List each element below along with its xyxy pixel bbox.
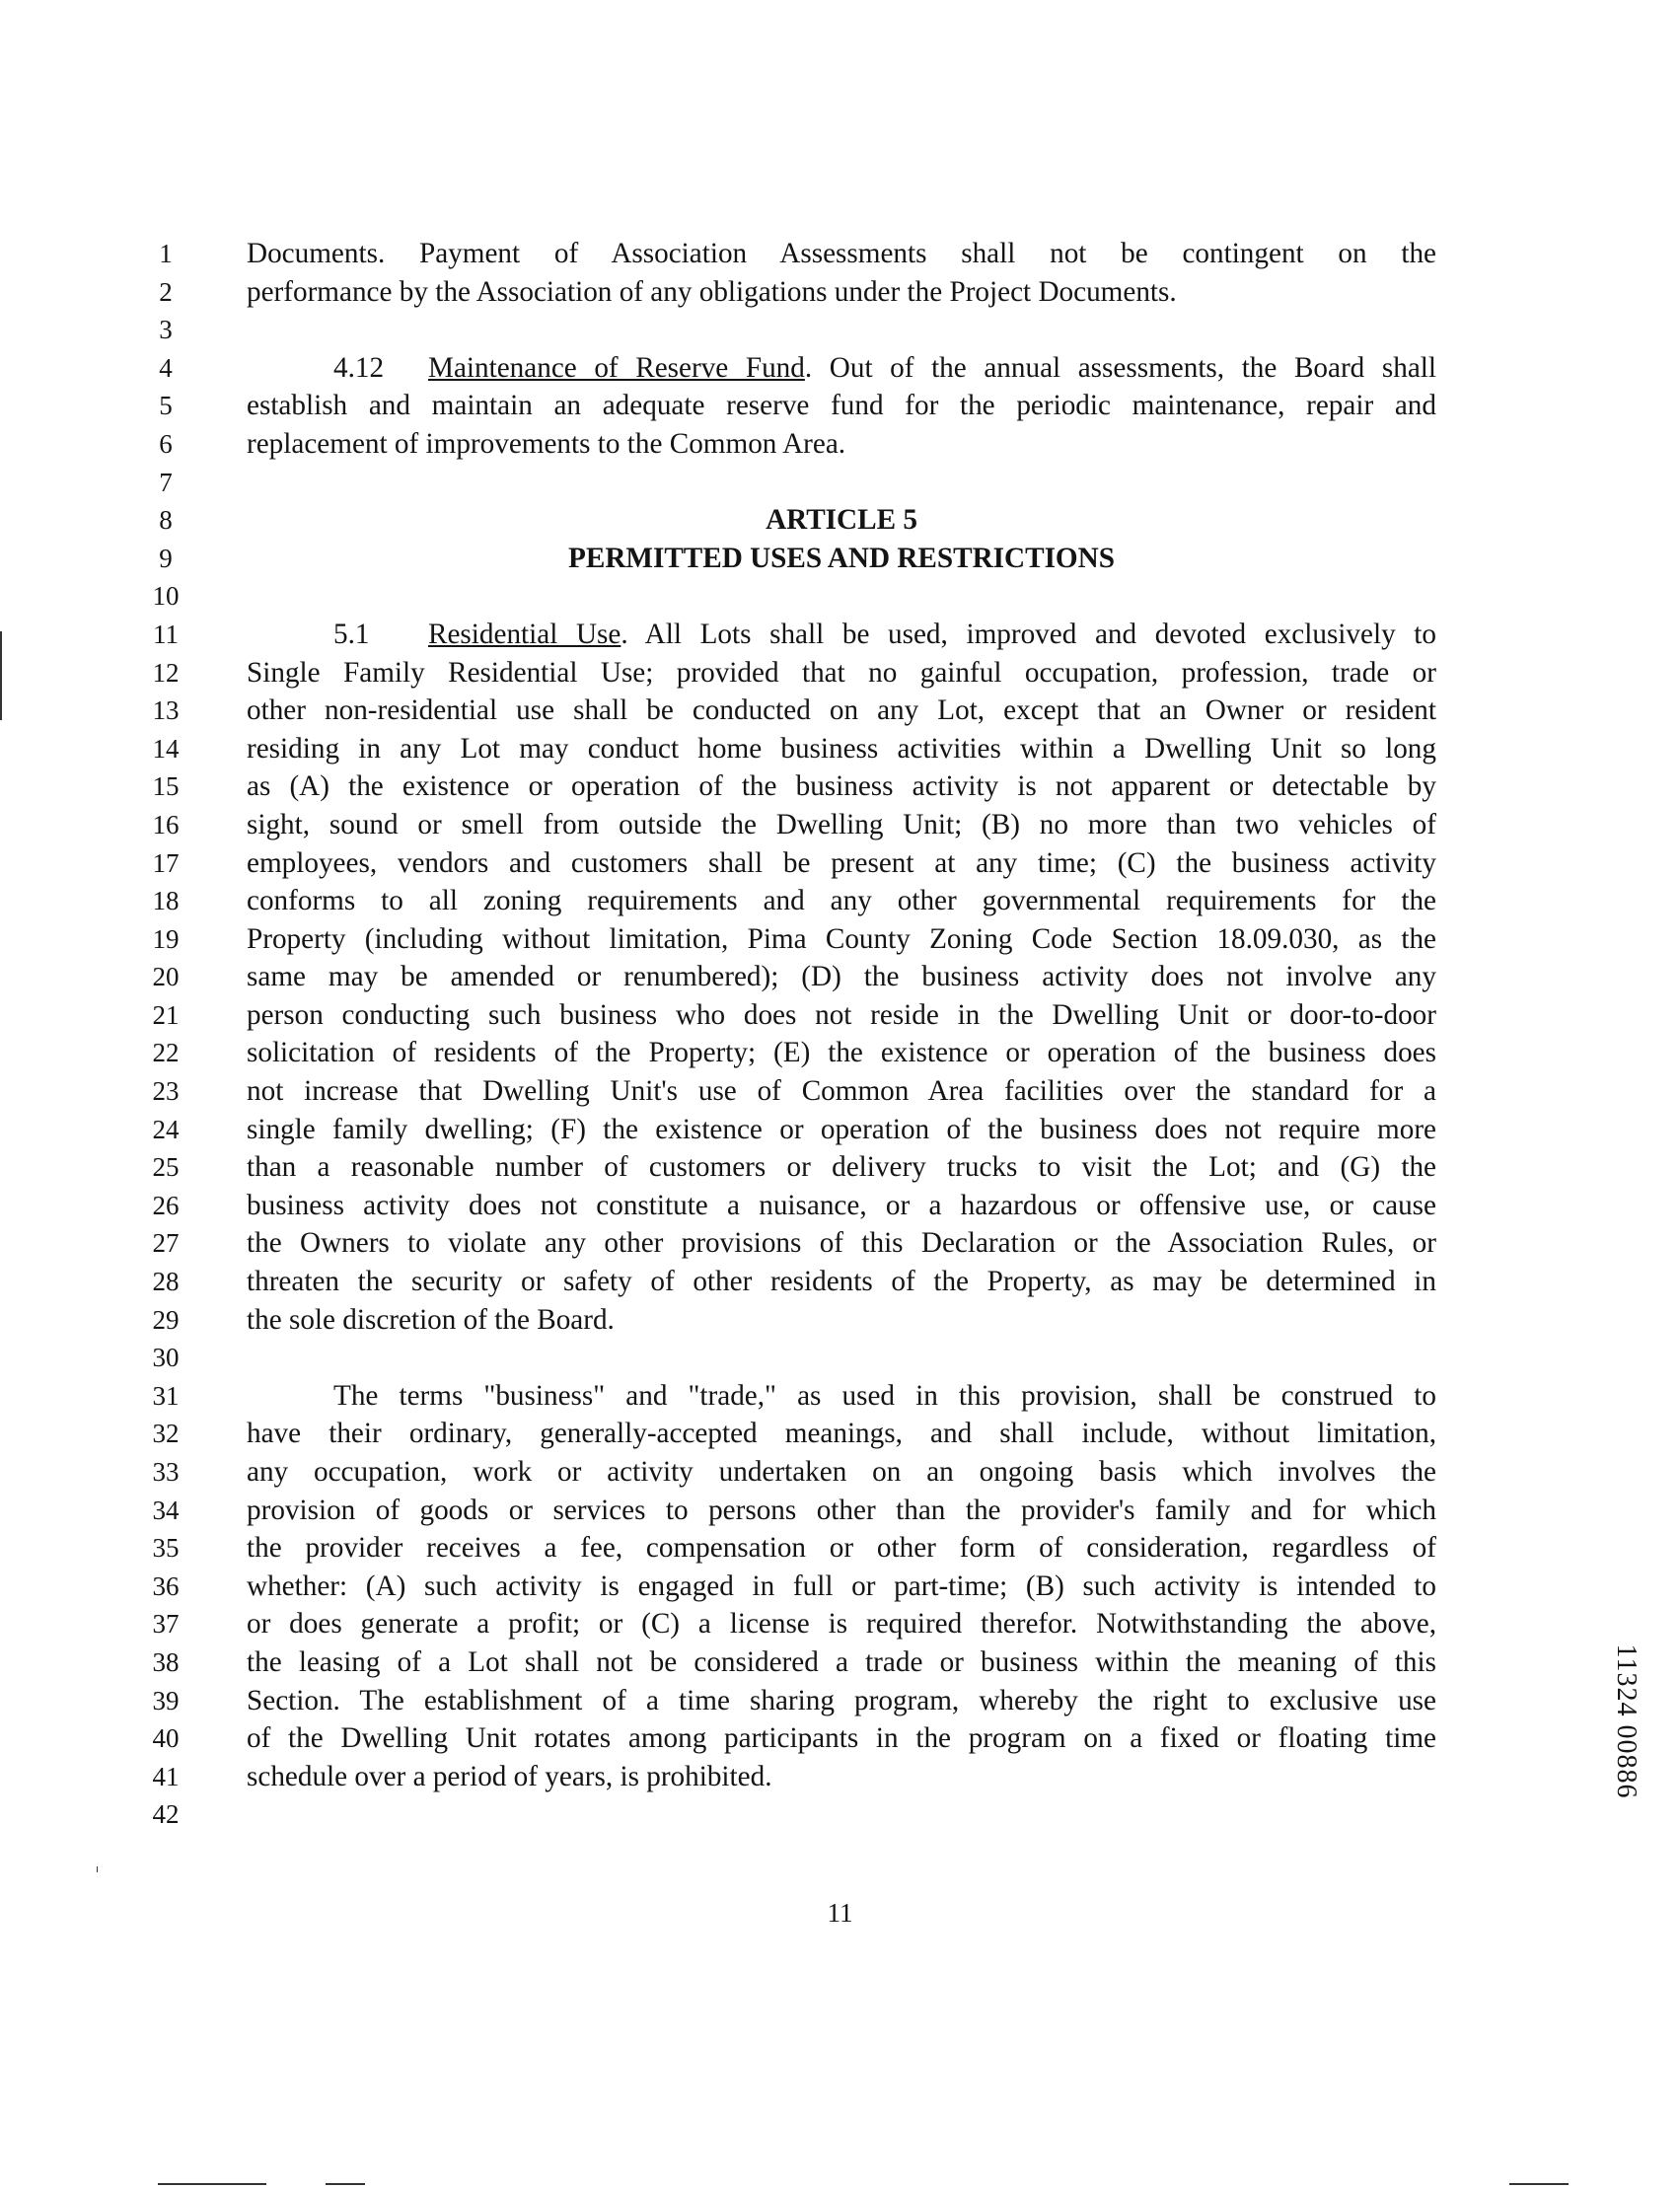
- line-number: 35: [152, 1533, 180, 1564]
- text-line: employees, vendors and customers shall be present at any time; (C) the business activity: [247, 846, 1436, 879]
- blank-line: [247, 577, 1436, 616]
- page-number: 11: [827, 1898, 853, 1928]
- text-line: [247, 349, 1436, 388]
- scan-edge-mark: [97, 1866, 98, 1872]
- text-line: as (A) the existence or operation of the business activity is not apparent or detectable by: [247, 770, 1436, 803]
- text-line: the provider receives a fee, compensation or other form of consideration, regardless of: [247, 1532, 1436, 1565]
- line-number: 14: [152, 733, 180, 764]
- line-number: 42: [152, 1799, 180, 1830]
- line-number: 2: [159, 276, 173, 307]
- scan-edge-mark: [0, 631, 2, 720]
- line-number: 38: [152, 1646, 180, 1677]
- text-line: single family dwelling; (F) the existence or operation of the business does not require more: [247, 1113, 1436, 1145]
- text-line: have their ordinary, generally-accepted meanings, and shall include, without limitation,: [247, 1418, 1436, 1450]
- text-line: any occupation, work or activity undertaken on an ongoing basis which involves the: [247, 1456, 1436, 1488]
- line-number: 23: [152, 1076, 180, 1107]
- line-number: 41: [152, 1761, 180, 1791]
- text-line: [247, 616, 1436, 654]
- line-number: 28: [152, 1267, 180, 1297]
- line-number: 26: [152, 1190, 180, 1220]
- line-number: 12: [152, 657, 180, 688]
- line-number: 11: [153, 619, 179, 649]
- line-number: 5: [159, 391, 173, 421]
- text-line: conforms to all zoning requirements and any other governmental requirements for the: [247, 885, 1436, 917]
- line-number: 33: [152, 1457, 180, 1487]
- line-number: 9: [159, 543, 173, 573]
- text-line: the sole discretion of the Board.: [247, 1303, 615, 1336]
- line-number: 13: [152, 695, 180, 726]
- line-number: 36: [152, 1570, 180, 1601]
- text-line: Documents. Payment of Association Assessments shall not be contingent on the: [247, 238, 1436, 269]
- line-number: 7: [159, 467, 173, 497]
- text-line: The terms "business" and "trade," as used in this provision, shall be construed to: [333, 1379, 1436, 1412]
- line-number: 20: [152, 962, 180, 992]
- scan-edge-mark: [158, 2183, 266, 2185]
- section-4-12: [247, 349, 1436, 464]
- text-line: or does generate a profit; or (C) a license is required therefor. Notwithstanding the above,: [247, 1608, 1436, 1641]
- blank-line: [247, 464, 1436, 502]
- line-number: 17: [152, 847, 180, 878]
- text-line: than a reasonable number of customers or delivery trucks to visit the Lot; and (G) the: [247, 1151, 1436, 1184]
- section-number: 5.1: [333, 618, 370, 650]
- text-line: sight, sound or smell from outside the Dwelling Unit; (B) no more than two vehicles of: [247, 808, 1436, 840]
- line-number: 18: [152, 886, 180, 916]
- article-heading: ARTICLE 5: [766, 504, 917, 537]
- text-line: the leasing of a Lot shall not be considered a trade or business within the meaning of this: [247, 1645, 1436, 1678]
- text-line: Property (including without limitation, Pima County Zoning Code Section 18.09.030, as the: [247, 922, 1436, 955]
- line-number: 24: [152, 1114, 180, 1144]
- text-line: residing in any Lot may conduct home business activities within a Dwelling Unit so long: [247, 732, 1436, 765]
- line-number: 31: [152, 1380, 180, 1411]
- line-number: 16: [152, 809, 180, 839]
- text-line: threaten the security or safety of other residents of the Property, as may be determined in: [247, 1266, 1436, 1298]
- line-number: 34: [152, 1495, 180, 1525]
- paragraph-terms: [247, 1377, 1436, 1796]
- line-number: 29: [152, 1304, 180, 1335]
- recording-stamp: [1606, 1588, 1645, 1855]
- blank-line: [247, 311, 1436, 349]
- article-subheading: PERMITTED USES AND RESTRICTIONS: [568, 542, 1115, 574]
- section-title: Maintenance of Reserve Fund: [428, 351, 805, 384]
- text-line: provision of goods or services to persons other than the provider's family and for which: [247, 1494, 1436, 1526]
- text-line: establish and maintain an adequate reserve fund for the periodic maintenance, repair and: [247, 390, 1436, 422]
- text-line: whether: (A) such activity is engaged in full or part-time; (B) such activity is intended to: [247, 1569, 1436, 1602]
- line-number: 1: [159, 239, 173, 268]
- line-number: 37: [152, 1609, 180, 1640]
- line-number: 39: [152, 1685, 180, 1715]
- paragraph-continuation: [247, 235, 1436, 311]
- text-line: business activity does not constitute a nuisance, or a hazardous or offensive use, or cause: [247, 1189, 1436, 1221]
- recording-stamp-text: 11324 00886: [1611, 1643, 1642, 1799]
- text-line: schedule over a period of years, is prohibited.: [247, 1760, 772, 1792]
- text-line: person conducting such business who does not reside in the Dwelling Unit or door-to-door: [247, 998, 1436, 1031]
- line-number: 32: [152, 1419, 180, 1449]
- blank-line: [247, 1339, 1436, 1377]
- scan-edge-mark: [1509, 2183, 1569, 2185]
- section-text: . All Lots shall be used, improved and devoted exclusively to: [621, 618, 1436, 650]
- text-line: not increase that Dwelling Unit's use of Common Area facilities over the standard for a: [247, 1075, 1436, 1108]
- text-line: Section. The establishment of a time sharing program, whereby the right to exclusive use: [247, 1684, 1436, 1716]
- text-line: solicitation of residents of the Property; (E) the existence or operation of the business does: [247, 1037, 1436, 1069]
- line-number: 6: [159, 428, 173, 459]
- line-number: 27: [152, 1228, 180, 1259]
- line-number: 21: [152, 999, 180, 1030]
- line-number-column: [146, 235, 185, 1834]
- line-number: 10: [152, 581, 180, 612]
- text-line: same may be amended or renumbered); (D) the business activity does not involve any: [247, 961, 1436, 993]
- text-line: of the Dwelling Unit rotates among participants in the program on a fixed or floating time: [247, 1722, 1436, 1755]
- line-number: 4: [159, 352, 173, 383]
- section-text: . Out of the annual assessments, the Board shall: [804, 351, 1436, 384]
- text-line: the Owners to violate any other provisions of this Declaration or the Association Rules, or: [247, 1227, 1436, 1260]
- scan-edge-mark: [326, 2183, 365, 2185]
- section-title: Residential Use: [428, 618, 621, 650]
- text-line: replacement of improvements to the Common Area.: [247, 427, 846, 460]
- line-number: 30: [152, 1343, 180, 1373]
- line-number: 19: [152, 923, 180, 954]
- line-number: 8: [159, 505, 173, 536]
- line-number: 25: [152, 1152, 180, 1183]
- line-number: 40: [152, 1723, 180, 1754]
- text-line: other non-residential use shall be conducted on any Lot, except that an Owner or resident: [247, 694, 1436, 727]
- section-number: 4.12: [333, 351, 385, 384]
- line-number: 22: [152, 1038, 180, 1068]
- line-number: 15: [152, 771, 180, 802]
- article-heading-block: [247, 501, 1436, 577]
- document-body: [247, 235, 1436, 1795]
- text-line: performance by the Association of any obligations under the Project Documents.: [247, 275, 1177, 308]
- line-number: 3: [159, 315, 173, 345]
- section-5-1: [247, 616, 1436, 1339]
- text-line: Single Family Residential Use; provided that no gainful occupation, profession, trade or: [247, 656, 1436, 689]
